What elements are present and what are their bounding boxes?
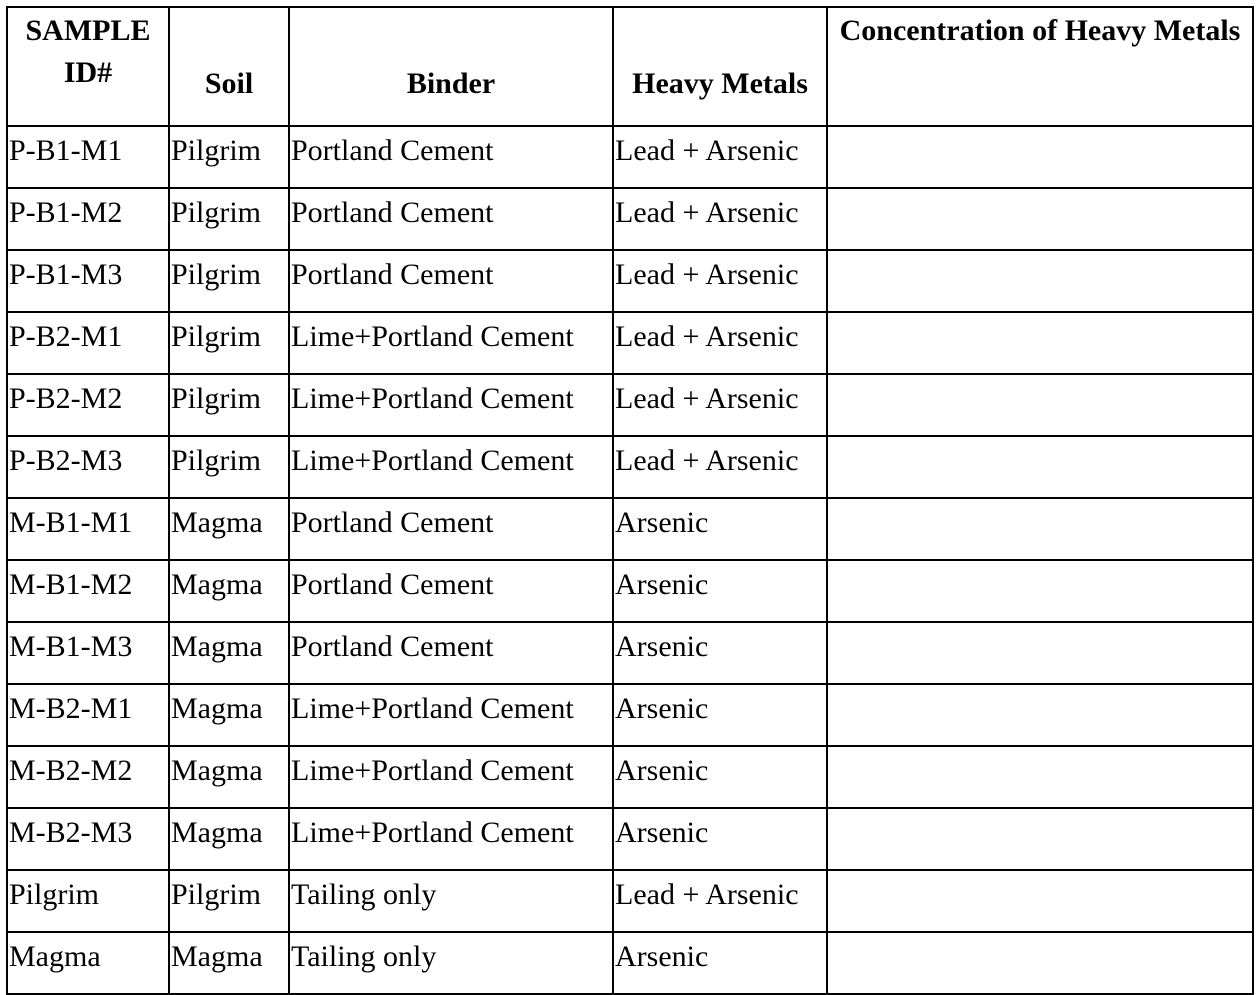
table-row: [7, 622, 1253, 684]
cell-concentration: [827, 374, 1253, 436]
cell-binder: Portland Cement: [289, 250, 613, 312]
samples-table: [6, 6, 1254, 995]
cell-sample-id: Magma: [7, 932, 169, 994]
table-body: [7, 126, 1253, 994]
cell-concentration: [827, 684, 1253, 746]
cell-binder: Lime+Portland Cement: [289, 684, 613, 746]
cell-binder: Lime+Portland Cement: [289, 374, 613, 436]
cell-sample-id: P-B1-M3: [7, 250, 169, 312]
cell-soil: Pilgrim: [169, 374, 289, 436]
cell-soil: Pilgrim: [169, 126, 289, 188]
table-row: [7, 250, 1253, 312]
cell-soil: Magma: [169, 622, 289, 684]
cell-concentration: [827, 250, 1253, 312]
cell-concentration: [827, 126, 1253, 188]
cell-sample-id: M-B2-M1: [7, 684, 169, 746]
cell-sample-id: M-B2-M3: [7, 808, 169, 870]
cell-heavy-metals: Lead + Arsenic: [613, 126, 827, 188]
cell-heavy-metals: Lead + Arsenic: [613, 312, 827, 374]
cell-heavy-metals: Lead + Arsenic: [613, 374, 827, 436]
cell-soil: Magma: [169, 808, 289, 870]
cell-soil: Pilgrim: [169, 870, 289, 932]
table-row: [7, 498, 1253, 560]
cell-sample-id: P-B2-M2: [7, 374, 169, 436]
cell-concentration: [827, 436, 1253, 498]
cell-binder: Tailing only: [289, 870, 613, 932]
cell-sample-id: M-B2-M2: [7, 746, 169, 808]
header-concentration: Concentration of Heavy Metals: [827, 7, 1253, 126]
cell-heavy-metals: Arsenic: [613, 560, 827, 622]
table-row: [7, 374, 1253, 436]
cell-binder: Portland Cement: [289, 498, 613, 560]
cell-concentration: [827, 932, 1253, 994]
table-row: [7, 188, 1253, 250]
table-row: [7, 870, 1253, 932]
cell-soil: Magma: [169, 560, 289, 622]
cell-heavy-metals: Arsenic: [613, 746, 827, 808]
cell-binder: Lime+Portland Cement: [289, 808, 613, 870]
cell-soil: Pilgrim: [169, 312, 289, 374]
cell-sample-id: M-B1-M3: [7, 622, 169, 684]
cell-sample-id: Pilgrim: [7, 870, 169, 932]
table-row: [7, 436, 1253, 498]
cell-binder: Portland Cement: [289, 622, 613, 684]
table-row: [7, 126, 1253, 188]
cell-heavy-metals: Arsenic: [613, 932, 827, 994]
cell-heavy-metals: Arsenic: [613, 684, 827, 746]
cell-binder: Portland Cement: [289, 188, 613, 250]
table-header: [7, 7, 1253, 126]
cell-concentration: [827, 498, 1253, 560]
cell-soil: Magma: [169, 684, 289, 746]
cell-heavy-metals: Lead + Arsenic: [613, 250, 827, 312]
cell-concentration: [827, 808, 1253, 870]
cell-soil: Magma: [169, 746, 289, 808]
cell-binder: Lime+Portland Cement: [289, 312, 613, 374]
cell-sample-id: P-B2-M3: [7, 436, 169, 498]
cell-binder: Portland Cement: [289, 560, 613, 622]
cell-heavy-metals: Arsenic: [613, 498, 827, 560]
cell-heavy-metals: Lead + Arsenic: [613, 188, 827, 250]
table-row: [7, 312, 1253, 374]
table-row: [7, 808, 1253, 870]
cell-concentration: [827, 312, 1253, 374]
cell-binder: Lime+Portland Cement: [289, 746, 613, 808]
cell-binder: Lime+Portland Cement: [289, 436, 613, 498]
cell-sample-id: M-B1-M2: [7, 560, 169, 622]
cell-concentration: [827, 622, 1253, 684]
table-row: [7, 560, 1253, 622]
cell-heavy-metals: Lead + Arsenic: [613, 870, 827, 932]
cell-soil: Pilgrim: [169, 436, 289, 498]
cell-heavy-metals: Arsenic: [613, 622, 827, 684]
cell-sample-id: P-B2-M1: [7, 312, 169, 374]
cell-heavy-metals: Arsenic: [613, 808, 827, 870]
cell-heavy-metals: Lead + Arsenic: [613, 436, 827, 498]
cell-sample-id: P-B1-M1: [7, 126, 169, 188]
header-binder: Binder: [289, 7, 613, 126]
cell-soil: Pilgrim: [169, 250, 289, 312]
header-soil: Soil: [169, 7, 289, 126]
cell-binder: Portland Cement: [289, 126, 613, 188]
cell-soil: Magma: [169, 498, 289, 560]
cell-sample-id: M-B1-M1: [7, 498, 169, 560]
cell-sample-id: P-B1-M2: [7, 188, 169, 250]
cell-concentration: [827, 746, 1253, 808]
cell-concentration: [827, 560, 1253, 622]
table-row: [7, 932, 1253, 994]
cell-concentration: [827, 188, 1253, 250]
cell-soil: Magma: [169, 932, 289, 994]
cell-soil: Pilgrim: [169, 188, 289, 250]
cell-concentration: [827, 870, 1253, 932]
table-row: [7, 684, 1253, 746]
header-row: [7, 7, 1253, 126]
table-row: [7, 746, 1253, 808]
header-heavy-metals: Heavy Metals: [613, 7, 827, 126]
header-sample-id: SAMPLE ID#: [7, 7, 169, 126]
cell-binder: Tailing only: [289, 932, 613, 994]
